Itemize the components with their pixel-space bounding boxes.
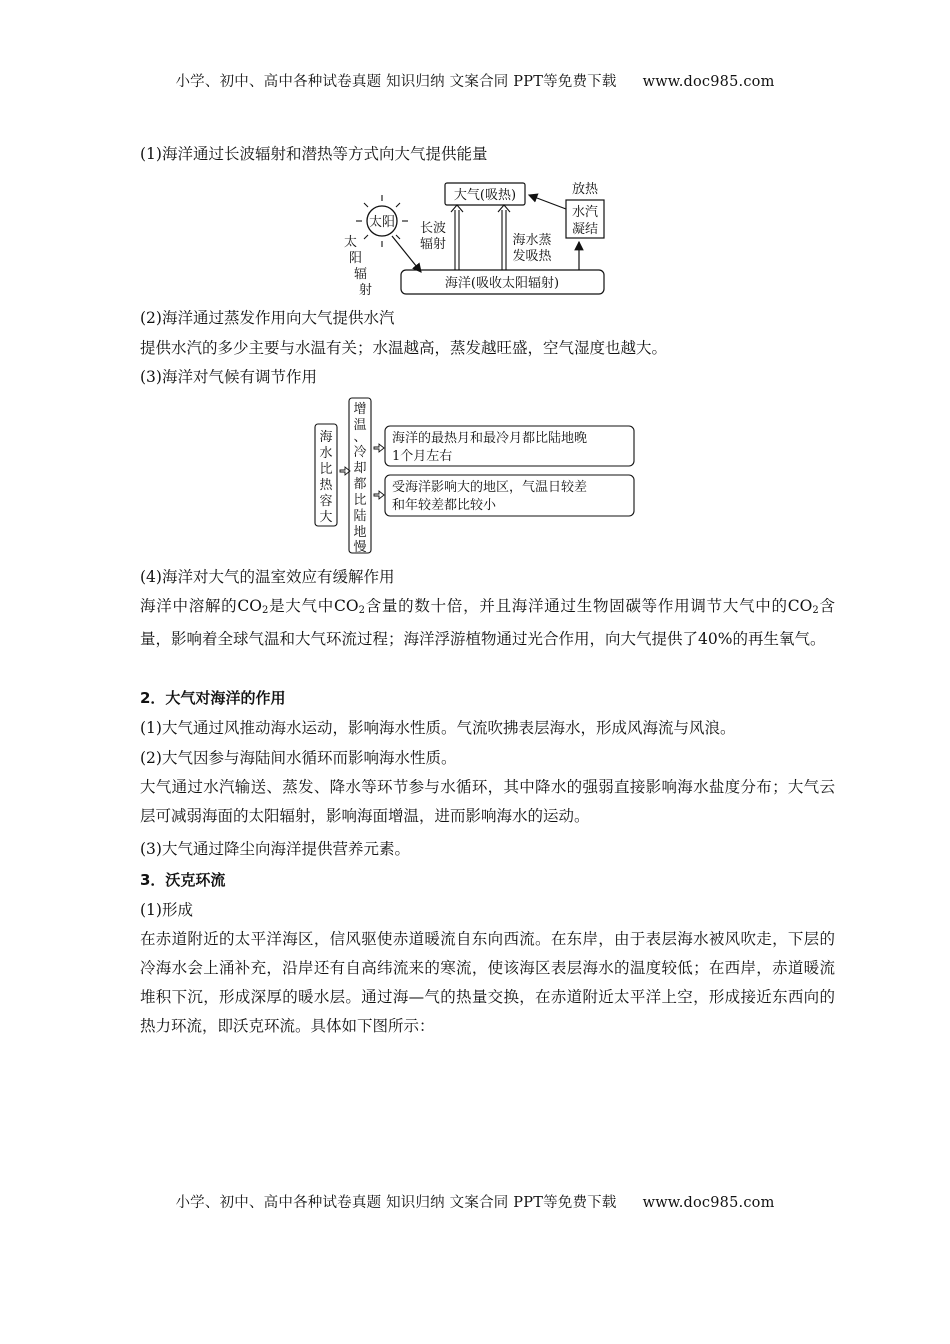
section-2-2: (2)大气因参与海陆间水循环而影响海水性质。: [140, 749, 457, 767]
vapor-to-atmosphere-arrow: [529, 195, 566, 209]
evaporation-arrow: [498, 205, 510, 270]
section-1-2: (2)海洋通过蒸发作用向大气提供水汽: [140, 309, 395, 327]
col2-char: 地: [353, 525, 367, 540]
evaporation-label-1: 海水蒸: [512, 233, 552, 248]
section-2-3: (3)大气通过降尘向海洋提供营养元素。: [140, 840, 410, 858]
section-1-4-text: 海洋中溶解的$CO_2$是大气中$CO_2$含量的数十倍，并且海洋通过生物固碳等作用调节大气中的$CO_2$含量，影响着全球气温和大气环流过程；海洋浮游植物通过光合作用，向大气提供了40%的再生氧气。: [140, 597, 835, 648]
release-heat-label: 放热: [571, 182, 599, 197]
section-1-1: (1)海洋通过长波辐射和潜热等方式向大气提供能量: [140, 145, 488, 163]
col1-char: 比: [319, 462, 333, 477]
heading-3: 3．沃克环流: [140, 871, 226, 889]
result-1-line-2: 1个月左右: [392, 449, 453, 464]
solar-label-4: 射: [359, 283, 373, 298]
header-text: 小学、初中、高中各种试卷真题 知识归纳 文案合同 PPT等免费下载: [175, 74, 617, 90]
longwave-label-1: 长波: [419, 221, 447, 236]
col2-char: 温: [353, 418, 367, 433]
section-2-1: (1)大气通过风推动海水运动，影响海水性质。气流吹拂表层海水，形成风海流与风浪。: [140, 719, 736, 737]
vapor-label-1: 水汽: [571, 205, 599, 220]
col1-char: 热: [319, 478, 333, 493]
atmosphere-label: 大气(吸热): [453, 188, 517, 203]
col2-char: 却: [353, 461, 367, 476]
solar-label-3: 辐: [354, 267, 368, 282]
arrow-icon: [374, 444, 384, 452]
col1-char: 海: [319, 430, 333, 445]
col2-char: 冷: [353, 445, 367, 460]
longwave-arrow: [451, 205, 463, 270]
page-footer: [0, 1191, 950, 1212]
arrow-icon: [374, 491, 384, 499]
col2-char: 增: [353, 402, 367, 417]
header-url[interactable]: www.doc985.com: [642, 74, 775, 90]
longwave-label-2: 辐射: [419, 237, 447, 252]
result-2-line-1: 受海洋影响大的地区，气温日较差: [392, 480, 588, 495]
col2-char: 、: [353, 430, 367, 445]
vapor-label-2: 凝结: [571, 222, 599, 237]
col1-char: 水: [319, 446, 333, 461]
footer-text: 小学、初中、高中各种试卷真题 知识归纳 文案合同 PPT等免费下载: [175, 1195, 617, 1211]
ocean-label: 海洋(吸收太阳辐射): [444, 276, 560, 291]
page-header: [0, 70, 950, 91]
section-1-2-text: 提供水汽的多少主要与水温有关；水温越高，蒸发越旺盛，空气湿度也越大。: [140, 339, 668, 357]
energy-diagram: [335, 176, 620, 301]
col2-char: 比: [353, 493, 367, 508]
section-1-3: (3)海洋对气候有调节作用: [140, 368, 317, 386]
solar-label-1: 太: [344, 235, 358, 250]
col1-char: 大: [319, 510, 333, 525]
section-3-1-text: 在赤道附近的太平洋海区，信风驱使赤道暖流自东向西流。在东岸，由于表层海水被风吹走，下层的冷海水会上涌补充，沿岸还有自高纬流来的寒流，使该海区表层海水的温度较低；在西岸，赤道暖流堆积下沉，形成深厚的暖水层。通过海—气的热量交换，在赤道附近太平洋上空，形成接近东西向的热力环流，即沃克环流。具体如下图所示：: [140, 930, 835, 1035]
section-1-4: (4)海洋对大气的温室效应有缓解作用: [140, 568, 395, 586]
result-1-line-1: 海洋的最热月和最冷月都比陆地晚: [392, 431, 588, 446]
solar-arrow: [392, 236, 421, 272]
heading-2: 2．大气对海洋的作用: [140, 689, 286, 707]
footer-url[interactable]: www.doc985.com: [642, 1195, 775, 1211]
section-3-1: (1)形成: [140, 901, 193, 919]
solar-label-2: 阳: [349, 251, 363, 266]
col2-char: 慢: [353, 540, 367, 555]
col2-char: 陆: [353, 509, 367, 524]
climate-regulation-diagram: [312, 396, 642, 558]
section-2-2-text: 大气通过水汽输送、蒸发、降水等环节参与水循环，其中降水的强弱直接影响海水盐度分布；大气云层可减弱海面的太阳辐射，影响海面增温，进而影响海水的运动。: [140, 778, 835, 825]
col1-char: 容: [319, 494, 333, 509]
evaporation-label-2: 发吸热: [512, 249, 552, 264]
col2-char: 都: [353, 477, 367, 492]
sun-label: 太阳: [368, 215, 396, 230]
result-2-line-2: 和年较差都比较小: [392, 498, 497, 513]
